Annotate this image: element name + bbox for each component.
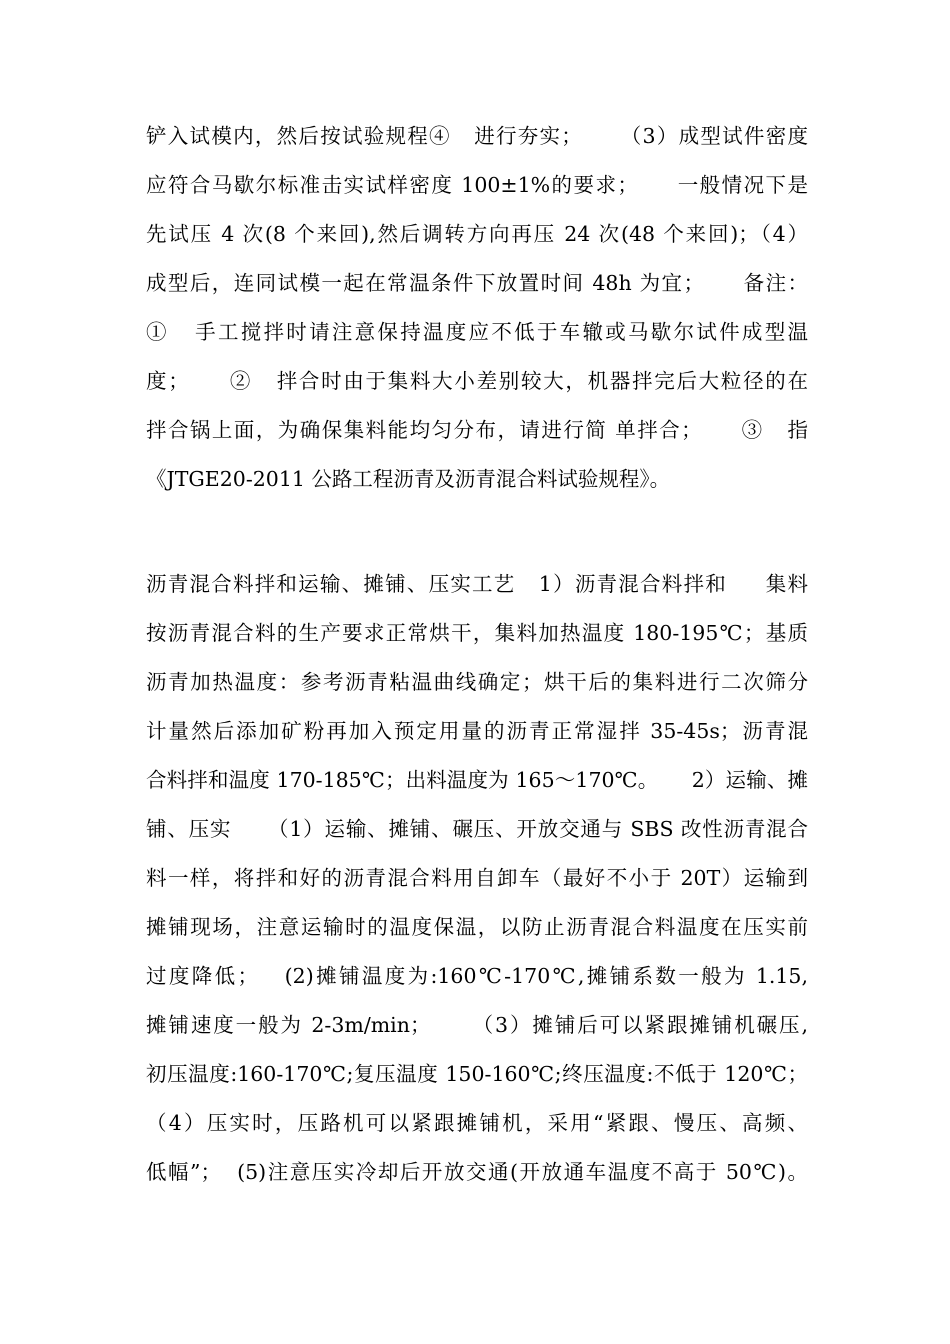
text-line: ① 手工搅拌时请注意保持温度应不低于车辙或马歇尔试件成型温 bbox=[146, 320, 808, 344]
text-line: 初压温度:160-170℃;复压温度 150-160℃;终压温度:不低于 120℃； bbox=[146, 1062, 808, 1086]
text-line: 成型后，连同试模一起在常温条件下放置时间 48h 为宜； 备注： bbox=[146, 271, 808, 295]
paragraph-mixing-paving-process bbox=[146, 560, 808, 1197]
text-line: 计量然后添加矿粉再加入预定用量的沥青正常湿拌 35-45s；沥青混 bbox=[146, 719, 808, 743]
text-line: 沥青加热温度：参考沥青粘温曲线确定；烘干后的集料进行二次筛分 bbox=[146, 670, 808, 694]
text-line: 先试压 4 次(8 个来回),然后调转方向再压 24 次(48 个来回)；（4） bbox=[146, 222, 808, 246]
text-line: 过度降低； (2)摊铺温度为:160℃-170℃,摊铺系数一般为 1.15, bbox=[146, 964, 808, 988]
text-line: 铲入试模内，然后按试验规程④ 进行夯实； （3）成型试件密度 bbox=[146, 124, 808, 148]
text-line: 应符合马歇尔标准击实试样密度 100±1%的要求； 一般情况下是 bbox=[146, 173, 808, 197]
text-line: 摊铺现场，注意运输时的温度保温，以防止沥青混合料温度在压实前 bbox=[146, 915, 808, 939]
text-line: 料一样，将拌和好的沥青混合料用自卸车（最好不小于 20T）运输到 bbox=[146, 866, 808, 890]
text-line: 《JTGE20-2011 公路工程沥青及沥青混合料试验规程》。 bbox=[146, 467, 671, 491]
text-line: 铺、压实 （1）运输、摊铺、碾压、开放交通与 SBS 改性沥青混合 bbox=[146, 817, 808, 841]
text-line: 度； ② 拌合时由于集料大小差别较大，机器拌完后大粒径的在 bbox=[146, 369, 808, 393]
text-line: 拌合锅上面，为确保集料能均匀分布，请进行简 单拌合； ③ 指 bbox=[146, 418, 808, 442]
text-line: 摊铺速度一般为 2-3m/min； （3）摊铺后可以紧跟摊铺机碾压, bbox=[146, 1013, 808, 1037]
text-line: 沥青混合料拌和运输、摊铺、压实工艺 1）沥青混合料拌和 集料 bbox=[146, 572, 808, 596]
paragraph-specimen-forming bbox=[146, 112, 808, 504]
text-line: 低幅”； (5)注意压实冷却后开放交通(开放通车温度不高于 50℃)。 bbox=[146, 1160, 808, 1184]
text-line: 按沥青混合料的生产要求正常烘干，集料加热温度 180-195℃；基质 bbox=[146, 621, 808, 645]
text-line: （4）压实时，压路机可以紧跟摊铺机，采用“紧跟、慢压、高频、 bbox=[146, 1111, 808, 1135]
text-line: 合料拌和温度 170-185℃；出料温度为 165～170℃。 2）运输、摊 bbox=[146, 768, 808, 792]
